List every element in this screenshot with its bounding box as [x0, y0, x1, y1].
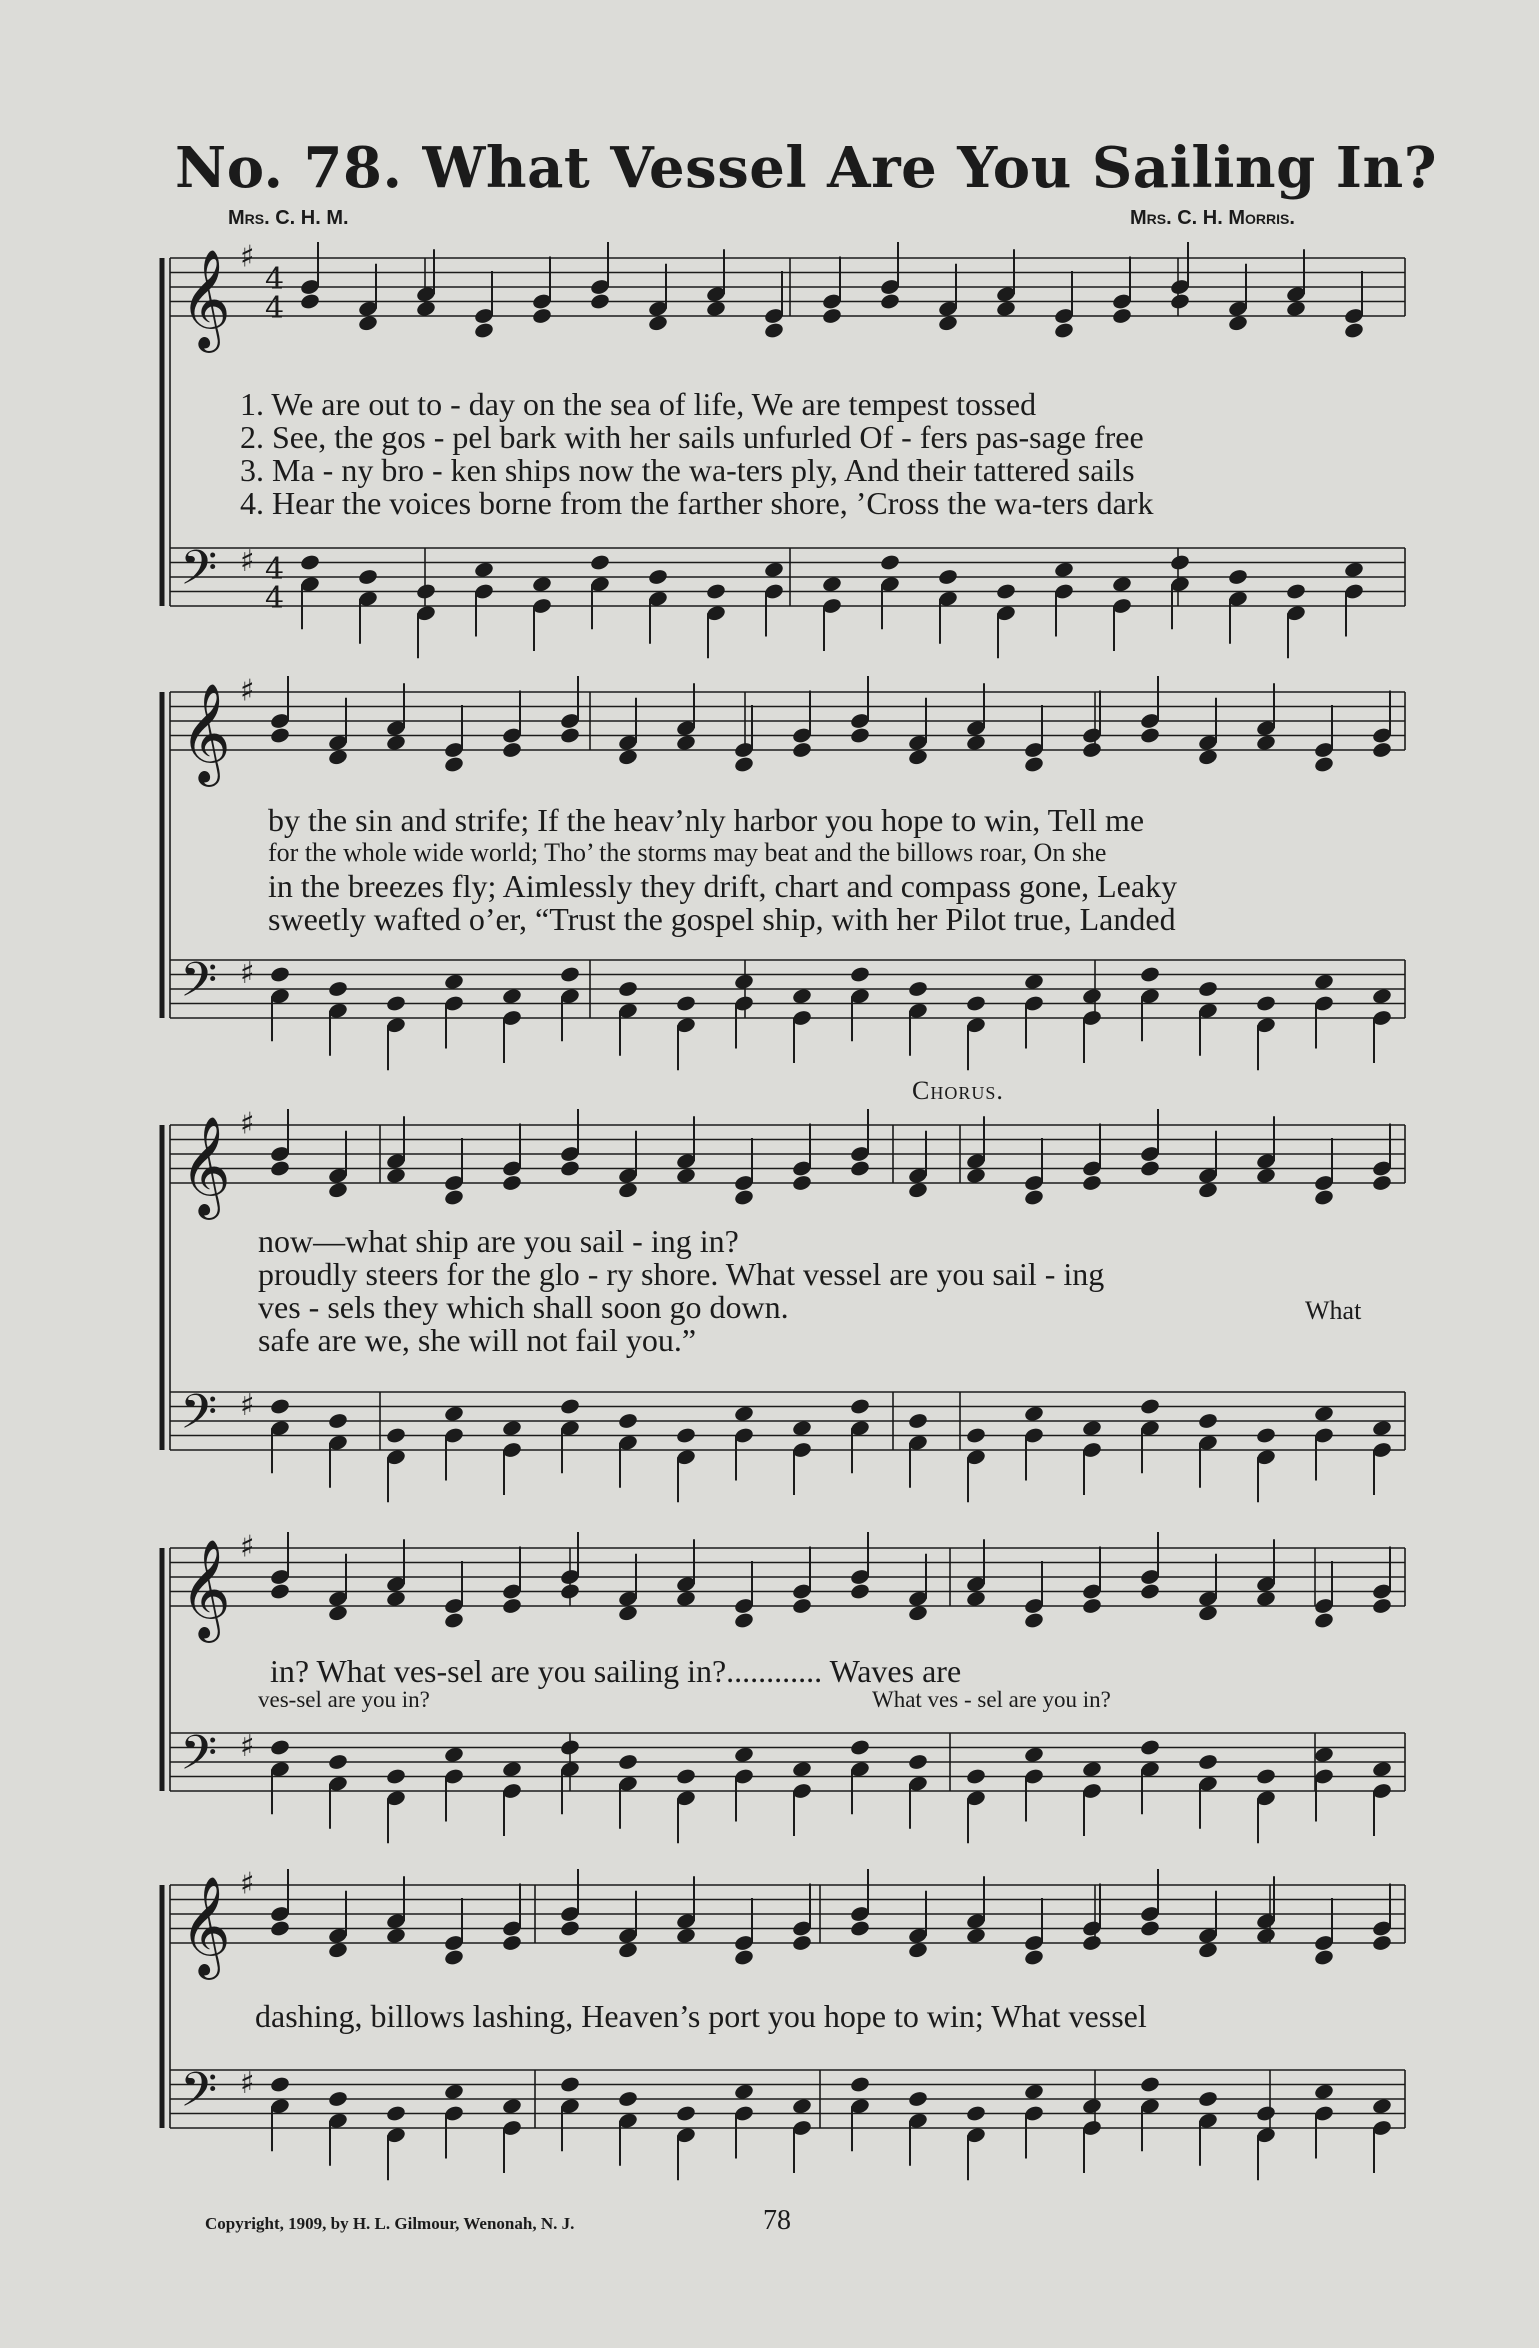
- alto-note: [269, 1159, 290, 1177]
- tenor-note: [1255, 994, 1276, 1012]
- alto-note: [1371, 1174, 1392, 1192]
- time-signature-bottom: 4: [265, 581, 285, 616]
- tenor-note: [849, 965, 870, 983]
- tenor-note: [559, 2075, 580, 2093]
- alto-note: [559, 1919, 580, 1937]
- tenor-note: [1139, 1397, 1160, 1415]
- tenor-note: [995, 582, 1016, 600]
- alto-note: [705, 300, 726, 318]
- alto-note: [733, 1948, 754, 1966]
- alto-note: [937, 314, 958, 332]
- tenor-note: [1053, 561, 1074, 579]
- tenor-note: [501, 1419, 522, 1437]
- tenor-note: [791, 987, 812, 1005]
- alto-note: [965, 734, 986, 752]
- alto-note: [1285, 300, 1306, 318]
- alto-note: [1255, 734, 1276, 752]
- tenor-note: [675, 994, 696, 1012]
- tenor-note: [269, 1397, 290, 1415]
- tenor-note: [1371, 1419, 1392, 1437]
- tenor-note: [443, 1405, 464, 1423]
- alto-note: [965, 1167, 986, 1185]
- alto-note: [1023, 1188, 1044, 1206]
- alto-note: [1197, 1604, 1218, 1622]
- bass-clef-icon: 𝄢: [180, 2061, 218, 2130]
- alto-note: [617, 1181, 638, 1199]
- treble-clef-icon: 𝄞: [180, 1876, 231, 1976]
- tenor-note: [907, 1412, 928, 1430]
- tenor-note: [501, 2097, 522, 2115]
- tenor-note: [385, 1767, 406, 1785]
- alto-note: [1053, 321, 1074, 339]
- tenor-note: [647, 568, 668, 586]
- tenor-note: [907, 2090, 928, 2108]
- treble-clef-icon: 𝄞: [180, 683, 231, 783]
- alto-note: [385, 734, 406, 752]
- key-sharp-icon: ♯: [240, 1866, 255, 1902]
- tenor-note: [791, 2097, 812, 2115]
- tenor-note: [617, 2090, 638, 2108]
- tenor-note: [269, 2075, 290, 2093]
- tenor-note: [1343, 561, 1364, 579]
- alto-note: [995, 300, 1016, 318]
- tenor-note: [1255, 2104, 1276, 2122]
- key-sharp-icon: ♯: [240, 2066, 255, 2102]
- alto-note: [1313, 755, 1334, 773]
- time-signature-top: 4: [265, 262, 285, 297]
- tenor-note: [1313, 1746, 1334, 1764]
- alto-note: [907, 748, 928, 766]
- key-sharp-icon: ♯: [240, 239, 255, 275]
- alto-note: [1197, 1181, 1218, 1199]
- tenor-note: [733, 2083, 754, 2101]
- alto-note: [791, 1597, 812, 1615]
- alto-note: [531, 307, 552, 325]
- alto-note: [357, 314, 378, 332]
- bass-clef-icon: 𝄢: [180, 1724, 218, 1793]
- alto-note: [675, 734, 696, 752]
- alto-note: [443, 1611, 464, 1629]
- verse-3-line-3: ves - sels they which shall soon go down.: [258, 1289, 789, 1325]
- alto-note: [1197, 1941, 1218, 1959]
- alto-note: [821, 307, 842, 325]
- key-sharp-icon: ♯: [240, 1388, 255, 1424]
- chorus-label: Chorus.: [912, 1076, 1004, 1105]
- tenor-note: [965, 2104, 986, 2122]
- alto-note: [1081, 1597, 1102, 1615]
- alto-note: [1081, 1174, 1102, 1192]
- alto-note: [849, 1159, 870, 1177]
- alto-note: [617, 748, 638, 766]
- tenor-note: [675, 2104, 696, 2122]
- alto-note: [1169, 292, 1190, 310]
- key-sharp-icon: ♯: [240, 1106, 255, 1142]
- alto-note: [1139, 1159, 1160, 1177]
- tenor-note: [965, 994, 986, 1012]
- tenor-note: [1111, 575, 1132, 593]
- tenor-note: [1081, 1419, 1102, 1437]
- tenor-note: [791, 1419, 812, 1437]
- verse-4-line-2: sweetly wafted o’er, “Trust the gospel ship, with her Pilot true, Landed: [268, 901, 1176, 937]
- alto-note: [1197, 748, 1218, 766]
- alto-note: [327, 748, 348, 766]
- alto-note: [1255, 1167, 1276, 1185]
- alto-note: [385, 1590, 406, 1608]
- alto-note: [907, 1604, 928, 1622]
- tenor-note: [907, 1753, 928, 1771]
- alto-note: [327, 1604, 348, 1622]
- alto-note: [501, 1174, 522, 1192]
- tenor-note: [269, 965, 290, 983]
- alto-note: [1313, 1948, 1334, 1966]
- tenor-note: [415, 582, 436, 600]
- tenor-note: [1255, 1767, 1276, 1785]
- tenor-note: [1313, 973, 1334, 991]
- alto-note: [443, 1188, 464, 1206]
- alto-note: [965, 1927, 986, 1945]
- page-number: 78: [763, 2205, 791, 2236]
- alto-note: [617, 1941, 638, 1959]
- treble-clef-icon: 𝄞: [180, 1539, 231, 1639]
- tenor-note: [733, 1746, 754, 1764]
- tenor-note: [617, 980, 638, 998]
- chorus-echo-left: ves-sel are you in?: [258, 1687, 430, 1712]
- tenor-note: [849, 1397, 870, 1415]
- tenor-note: [849, 2075, 870, 2093]
- tenor-note: [501, 1760, 522, 1778]
- alto-note: [269, 1919, 290, 1937]
- verse-2-line-1: 2. See, the gos - pel bark with her sails unfurled Of - fers pas-sage free: [240, 419, 1144, 455]
- alto-note: [1139, 726, 1160, 744]
- alto-note: [327, 1941, 348, 1959]
- key-sharp-icon: ♯: [240, 1729, 255, 1765]
- tenor-note: [617, 1412, 638, 1430]
- tenor-note: [617, 1753, 638, 1771]
- alto-note: [849, 1582, 870, 1600]
- verse-3-line-1: 3. Ma - ny bro - ken ships now the wa-ters ply, And their tattered sails: [240, 452, 1135, 488]
- tenor-note: [965, 1426, 986, 1444]
- alto-note: [1081, 1934, 1102, 1952]
- chorus-line-1: in? What ves-sel are you sailing in?............ Waves are: [270, 1653, 962, 1689]
- alto-note: [1313, 1188, 1334, 1206]
- alto-note: [415, 300, 436, 318]
- key-sharp-icon: ♯: [240, 673, 255, 709]
- chorus-echo-what: What: [1305, 1296, 1362, 1325]
- alto-note: [791, 741, 812, 759]
- alto-note: [1023, 755, 1044, 773]
- alto-note: [791, 1174, 812, 1192]
- alto-note: [501, 1597, 522, 1615]
- tenor-note: [1081, 987, 1102, 1005]
- music-credit: Mrs. C. H. Morris.: [1130, 207, 1295, 229]
- alto-note: [907, 1181, 928, 1199]
- verse-1-line-1: 1. We are out to - day on the sea of life, We are tempest tossed: [240, 386, 1037, 422]
- verse-4-line-3: safe are we, she will not fail you.”: [258, 1322, 697, 1358]
- tenor-note: [733, 1405, 754, 1423]
- tenor-note: [907, 980, 928, 998]
- tenor-note: [559, 1397, 580, 1415]
- tenor-note: [385, 994, 406, 1012]
- tenor-note: [1197, 1753, 1218, 1771]
- alto-note: [1023, 1948, 1044, 1966]
- tenor-note: [1023, 973, 1044, 991]
- alto-note: [443, 1948, 464, 1966]
- chorus-line-2: dashing, billows lashing, Heaven’s port you hope to win; What vessel: [255, 1998, 1147, 2034]
- bass-clef-icon: 𝄢: [180, 1383, 218, 1452]
- alto-note: [617, 1604, 638, 1622]
- tenor-note: [531, 575, 552, 593]
- tenor-note: [733, 973, 754, 991]
- tenor-note: [1081, 1760, 1102, 1778]
- tenor-note: [1313, 2083, 1334, 2101]
- alto-note: [1255, 1590, 1276, 1608]
- tenor-note: [327, 980, 348, 998]
- tenor-note: [1227, 568, 1248, 586]
- tenor-note: [1313, 1405, 1334, 1423]
- verse-2-line-2: for the whole wide world; Tho’ the storms may beat and the billows roar, On she: [268, 838, 1107, 867]
- alto-note: [647, 314, 668, 332]
- bass-clef-icon: 𝄢: [180, 539, 218, 608]
- tenor-note: [473, 561, 494, 579]
- alto-note: [327, 1181, 348, 1199]
- tenor-note: [1371, 2097, 1392, 2115]
- tenor-note: [1023, 1746, 1044, 1764]
- alto-note: [879, 292, 900, 310]
- alto-note: [733, 755, 754, 773]
- tenor-note: [1139, 965, 1160, 983]
- tenor-note: [1371, 1760, 1392, 1778]
- tenor-note: [327, 1412, 348, 1430]
- tenor-note: [443, 2083, 464, 2101]
- alto-note: [675, 1927, 696, 1945]
- tenor-note: [443, 973, 464, 991]
- verse-1-line-2: by the sin and strife; If the heav’nly harbor you hope to win, Tell me: [268, 802, 1145, 838]
- alto-note: [1371, 741, 1392, 759]
- key-sharp-icon: ♯: [240, 956, 255, 992]
- tenor-note: [1023, 2083, 1044, 2101]
- alto-note: [443, 755, 464, 773]
- alto-note: [269, 726, 290, 744]
- verse-3-line-2: in the breezes fly; Aimlessly they drift, chart and compass gone, Leaky: [268, 868, 1178, 904]
- tenor-note: [299, 553, 320, 571]
- tenor-note: [937, 568, 958, 586]
- tenor-note: [1197, 2090, 1218, 2108]
- alto-note: [733, 1611, 754, 1629]
- tenor-note: [675, 1426, 696, 1444]
- tenor-note: [675, 1767, 696, 1785]
- alto-note: [1111, 307, 1132, 325]
- treble-clef-icon: 𝄞: [180, 249, 231, 349]
- alto-note: [559, 726, 580, 744]
- alto-note: [501, 741, 522, 759]
- alto-note: [1227, 314, 1248, 332]
- treble-clef-icon: 𝄞: [180, 1116, 231, 1216]
- tenor-note: [1285, 582, 1306, 600]
- bass-clef-icon: 𝄢: [180, 951, 218, 1020]
- tenor-note: [385, 1426, 406, 1444]
- tenor-note: [1197, 980, 1218, 998]
- key-sharp-icon: ♯: [240, 1529, 255, 1565]
- tenor-note: [501, 987, 522, 1005]
- tenor-note: [1371, 987, 1392, 1005]
- alto-note: [1255, 1927, 1276, 1945]
- alto-note: [385, 1927, 406, 1945]
- tenor-note: [1255, 1426, 1276, 1444]
- tenor-note: [1081, 2097, 1102, 2115]
- tenor-note: [1023, 1405, 1044, 1423]
- verse-2-line-3: proudly steers for the glo - ry shore. What vessel are you sail - ing: [258, 1256, 1105, 1292]
- alto-note: [791, 1934, 812, 1952]
- copyright-notice: Copyright, 1909, by H. L. Gilmour, Wenonah, N. J.: [205, 2214, 575, 2233]
- alto-note: [965, 1590, 986, 1608]
- alto-note: [385, 1167, 406, 1185]
- alto-note: [907, 1941, 928, 1959]
- alto-note: [849, 726, 870, 744]
- alto-note: [675, 1590, 696, 1608]
- alto-note: [1139, 1582, 1160, 1600]
- tenor-note: [327, 2090, 348, 2108]
- tenor-note: [357, 568, 378, 586]
- time-signature-top: 4: [265, 552, 285, 587]
- alto-note: [849, 1919, 870, 1937]
- alto-note: [299, 292, 320, 310]
- tenor-note: [559, 965, 580, 983]
- key-sharp-icon: ♯: [240, 544, 255, 580]
- tenor-note: [559, 1738, 580, 1756]
- chorus-echo-right: What ves - sel are you in?: [872, 1687, 1111, 1712]
- alto-note: [269, 1582, 290, 1600]
- alto-note: [559, 1582, 580, 1600]
- alto-note: [675, 1167, 696, 1185]
- alto-note: [501, 1934, 522, 1952]
- alto-note: [1371, 1597, 1392, 1615]
- tenor-note: [763, 561, 784, 579]
- tenor-note: [879, 553, 900, 571]
- alto-note: [1139, 1919, 1160, 1937]
- tenor-note: [821, 575, 842, 593]
- verse-4-line-1: 4. Hear the voices borne from the farther shore, ’Cross the wa-ters dark: [240, 485, 1154, 521]
- words-credit: Mrs. C. H. M.: [228, 207, 349, 229]
- hymn-title: No. 78. What Vessel Are You Sailing In?: [175, 135, 1437, 201]
- tenor-note: [327, 1753, 348, 1771]
- alto-note: [1023, 1611, 1044, 1629]
- alto-note: [1081, 741, 1102, 759]
- tenor-note: [443, 1746, 464, 1764]
- alto-note: [1313, 1611, 1334, 1629]
- verse-1-line-3: now—what ship are you sail - ing in?: [258, 1223, 739, 1259]
- alto-note: [1371, 1934, 1392, 1952]
- time-signature-bottom: 4: [265, 291, 285, 326]
- alto-note: [559, 1159, 580, 1177]
- tenor-note: [1197, 1412, 1218, 1430]
- alto-note: [589, 292, 610, 310]
- tenor-note: [849, 1738, 870, 1756]
- tenor-note: [965, 1767, 986, 1785]
- tenor-note: [269, 1738, 290, 1756]
- tenor-note: [791, 1760, 812, 1778]
- tenor-note: [1169, 553, 1190, 571]
- tenor-note: [1139, 2075, 1160, 2093]
- tenor-note: [385, 2104, 406, 2122]
- alto-note: [733, 1188, 754, 1206]
- alto-note: [1343, 321, 1364, 339]
- alto-note: [473, 321, 494, 339]
- tenor-note: [705, 582, 726, 600]
- tenor-note: [1139, 1738, 1160, 1756]
- tenor-note: [589, 553, 610, 571]
- alto-note: [763, 321, 784, 339]
